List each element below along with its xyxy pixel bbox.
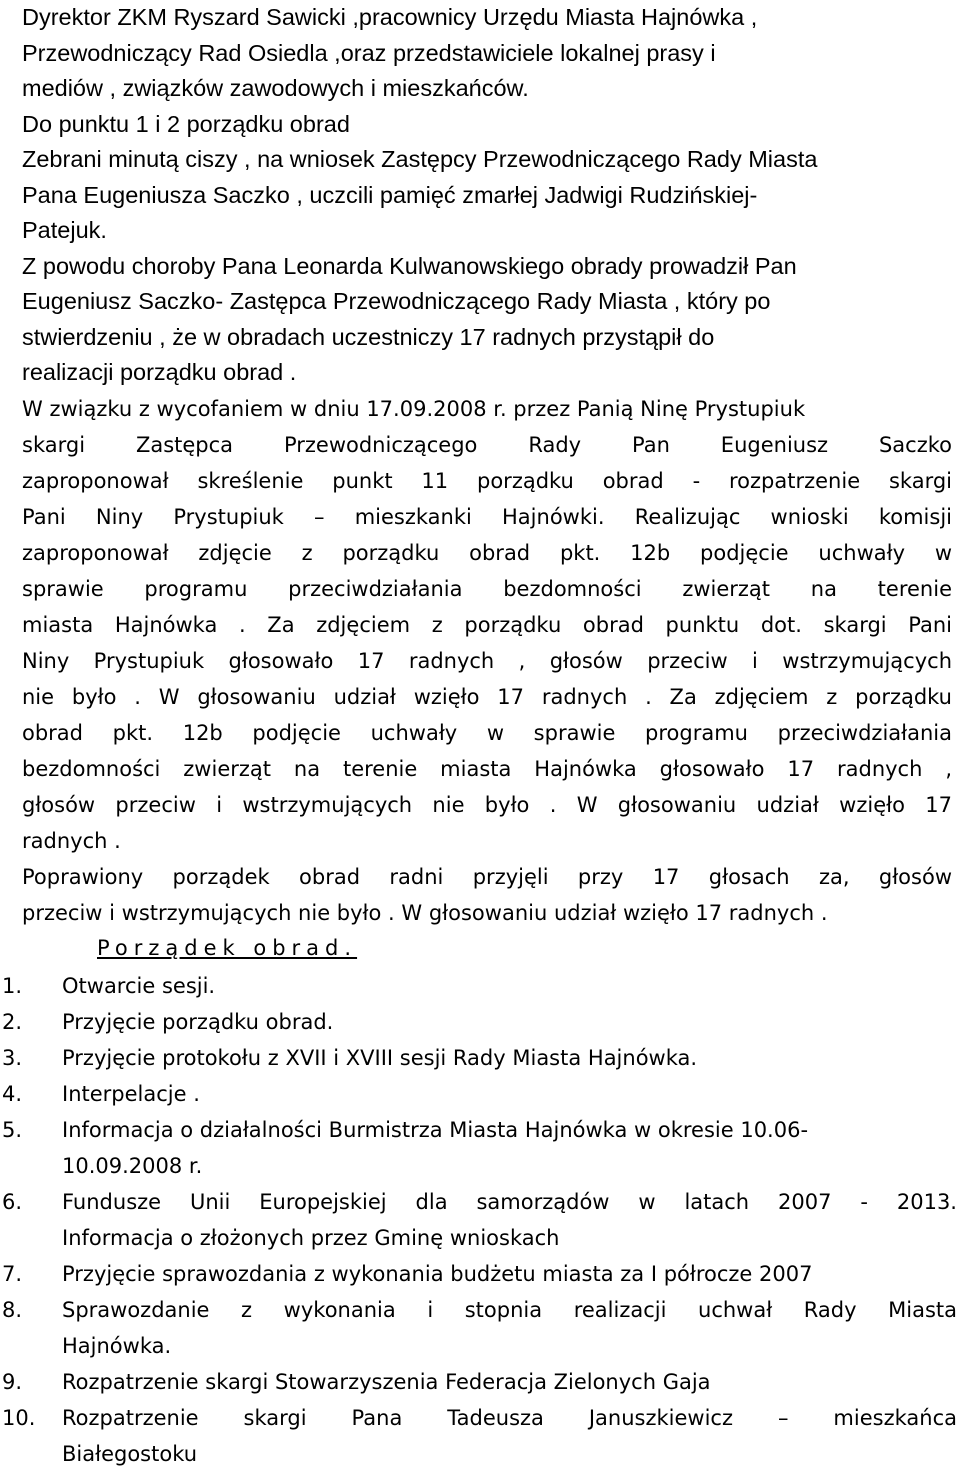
list-item-line: Informacja o złożonych przez Gminę wnioskach [62,1226,560,1250]
intro-line: Zebrani minutą ciszy , na wniosek Zastępcy Przewodniczącego Rady Miasta [22,146,818,172]
agenda-heading-row [22,931,952,965]
list-item [0,1112,957,1184]
list-item [0,1292,957,1364]
complaint-line: Niny Prystupiuk głosowało 17 radnych , głosów przeciw i wstrzymujących [22,648,952,673]
list-item-text [62,1076,957,1112]
complaint-line: sprawie programu przeciwdziałania bezdomności zwierząt na terenie [22,576,952,601]
intro-paragraph [22,0,952,249]
complaint-line: nie było . W głosowaniu udział wzięło 17 radnych . Za zdjęciem z porządku [22,684,952,709]
list-item-line: Fundusze Unii Europejskiej dla samorządów w latach 2007 - 2013. [62,1190,957,1214]
complaint-line: zaproponował skreślenie punkt 11 porządku obrad - rozpatrzenie skargi [22,468,952,493]
complaint-line: głosów przeciw i wstrzymujących nie było . W głosowaniu udział wzięło 17 [22,792,952,817]
intro-line: mediów , związków zawodowych i mieszkańców. [22,75,529,101]
list-item [0,1076,957,1112]
chair-line: realizacji porządku obrad . [22,359,297,385]
complaint-line: bezdomności zwierząt na terenie miasta Hajnówka głosowało 17 radnych , [22,756,952,781]
list-item-line: Otwarcie sesji. [62,974,216,998]
list-item-number: 6. [2,1190,23,1214]
intro-line: Dyrektor ZKM Ryszard Sawicki ,pracownicy Urzędu Miasta Hajnówka , [22,4,758,30]
list-item-line: Rozpatrzenie skargi Pana Tadeusza Januszkiewicz – mieszkańca [62,1406,957,1430]
chair-line: Eugeniusz Saczko- Zastępca Przewodniczącego Rady Miasta , który po [22,288,771,314]
list-item-line: Przyjęcie porządku obrad. [62,1010,334,1034]
list-item [0,968,957,1004]
list-item-text [62,1400,957,1472]
chair-line: Z powodu choroby Pana Leonarda Kulwanowskiego obrady prowadził Pan [22,252,797,279]
list-item-number: 9. [2,1370,23,1394]
list-item [0,1364,957,1400]
list-item-number: 8. [2,1298,23,1322]
list-item-text [62,1184,957,1256]
complaint-line: Pani Niny Prystupiuk – mieszkanki Hajnówki. Realizując wnioski komisji [22,504,952,529]
list-item-text [62,1256,957,1292]
list-item-number: 2. [2,1010,23,1034]
list-item-line: Hajnówka. [62,1334,172,1358]
list-item [0,1004,957,1040]
complaint-line: miasta Hajnówka . Za zdjęciem z porządku obrad punktu dot. skargi Pani [22,612,952,637]
list-item-text [62,1040,957,1076]
complaint-line: radnych . [22,828,121,853]
chair-paragraph [22,249,952,391]
list-item-line: Przyjęcie protokołu z XVII i XVIII sesji Rady Miasta Hajnówka. [62,1046,698,1070]
chair-line: stwierdzeniu , że w obradach uczestniczy 17 radnych przystąpił do [22,323,715,350]
list-item-text [62,1292,957,1364]
list-item-text [62,1004,957,1040]
list-item-line: Interpelacje . [62,1082,200,1106]
agenda-list [0,968,960,1472]
list-item-line: Białegostoku [62,1442,198,1466]
list-item-number: 4. [2,1082,23,1106]
complaint-paragraph [22,391,952,859]
list-item-number: 3. [2,1046,23,1070]
list-item [0,1184,957,1256]
document-page [22,0,952,965]
list-item-text [62,1112,957,1184]
list-item-text [62,1364,957,1400]
list-item-number: 7. [2,1262,23,1286]
intro-line: Przewodniczący Rad Osiedla ,oraz przedstawiciele lokalnej prasy i [22,39,716,66]
intro-line: Patejuk. [22,217,107,243]
list-item-line: Sprawozdanie z wykonania i stopnia realizacji uchwał Rady Miasta [62,1298,957,1322]
list-item-number: 5. [2,1118,23,1142]
list-item-line: Rozpatrzenie skargi Stowarzyszenia Federacja Zielonych Gaja [62,1370,711,1394]
list-item-text [62,968,957,1004]
list-item [0,1040,957,1076]
corrected-line: Poprawiony porządek obrad radni przyjęli przy 17 głosach za, głosów [22,864,952,889]
complaint-line: zaproponował zdjęcie z porządku obrad pkt. 12b podjęcie uchwały w [22,540,952,565]
complaint-line: W związku z wycofaniem w dniu 17.09.2008 r. przez Panią Ninę Prystupiuk [22,396,806,421]
list-item [0,1256,957,1292]
complaint-line: skargi Zastępca Przewodniczącego Rady Pan Eugeniusz Saczko [22,432,952,457]
intro-line: Pana Eugeniusza Saczko , uczcili pamięć zmarłej Jadwigi Rudzińskiej- [22,181,758,208]
list-item-number: 10. [2,1406,36,1430]
list-item-line: Przyjęcie sprawozdania z wykonania budżetu miasta za I półrocze 2007 [62,1262,813,1286]
intro-line: Do punktu 1 i 2 porządku obrad [22,110,350,137]
list-item-line: 10.09.2008 r. [62,1154,203,1178]
list-item-number: 1. [2,974,23,998]
corrected-line: przeciw i wstrzymujących nie było . W głosowaniu udział wzięło 17 radnych . [22,900,828,925]
list-item-line: Informacja o działalności Burmistrza Miasta Hajnówka w okresie 10.06- [62,1118,809,1142]
corrected-agenda-paragraph [22,859,952,931]
list-item [0,1400,957,1472]
agenda-heading: Porządek obrad. [97,935,358,960]
complaint-line: obrad pkt. 12b podjęcie uchwały w sprawie programu przeciwdziałania [22,720,952,745]
